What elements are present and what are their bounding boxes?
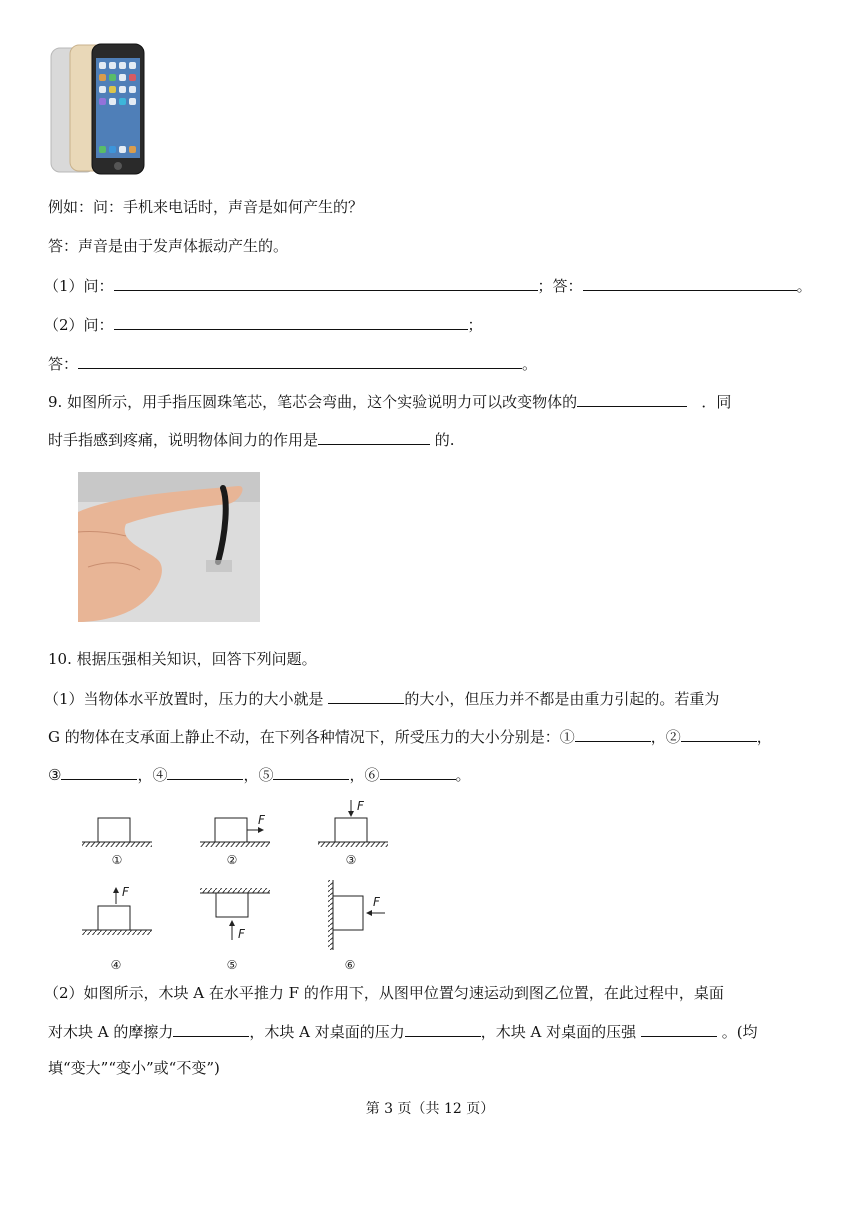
fig-label-5: ⑤: [226, 958, 238, 972]
figure-case-5: [200, 888, 270, 972]
pressure-figure: [60, 800, 420, 975]
svg-text:F: F: [238, 927, 245, 941]
fig-label-3: ③: [345, 853, 357, 867]
q10-title: 10. 根据压强相关知识，回答下列问题。: [48, 650, 317, 668]
phone-image: [48, 42, 148, 177]
q10-p1-line3: ③ ，④ ，⑤ ，⑥ 。: [48, 763, 471, 786]
figure-case-3: [318, 800, 388, 867]
q9-line2: 时手指感到疼痛，说明物体间力的作用是 的.: [48, 428, 455, 451]
figure-case-1: [82, 818, 152, 867]
q8-part1: （1）问： ；答： 。: [44, 274, 812, 297]
fig-label-2: ②: [226, 853, 238, 867]
fig-label-6: ⑥: [344, 958, 356, 972]
q8-part2: （2）问： ；: [44, 313, 483, 336]
q10-p2-line3: 填“变大”“变小”或“不变”): [48, 1059, 220, 1077]
q10-p2-line1: （2）如图所示，木块 A 在水平推力 F 的作用下，从图甲位置匀速运动到图乙位置，在此过程中，桌面: [44, 984, 724, 1002]
figure-case-2: [200, 813, 270, 867]
svg-text:F: F: [373, 895, 380, 909]
q10-p1-line1: （1）当物体水平放置时，压力的大小就是 的大小，但压力并不都是由重力引起的。若重为: [44, 687, 719, 710]
q10-p2-line2: 对木块 A 的摩擦力 ，木块 A 对桌面的压力 ，木块 A 对桌面的压强 。(均: [48, 1020, 758, 1043]
fig-label-1: ①: [111, 853, 123, 867]
example-answer: 答：声音是由于发声体振动产生的。: [48, 237, 289, 255]
svg-text:F: F: [357, 800, 364, 813]
figure-case-4: [82, 885, 152, 972]
figure-case-6: [328, 880, 385, 972]
q8-part2-answer: 答： 。: [48, 352, 537, 375]
finger-pen-image: [78, 472, 260, 622]
svg-text:F: F: [122, 885, 129, 899]
example-question: 例如：问：手机来电话时，声音是如何产生的？: [48, 198, 364, 216]
svg-text:F: F: [258, 813, 265, 827]
page-footer: 第 3 页（共 12 页）: [365, 1101, 495, 1117]
fig-label-4: ④: [110, 958, 122, 972]
q10-p1-line2: G 的物体在支承面上静止不动，在下列各种情况下，所受压力的大小分别是：① ，② ，: [48, 725, 772, 748]
q9-line1: 9. 如图所示，用手指压圆珠笔芯，笔芯会弯曲，这个实验说明力可以改变物体的 ．同: [48, 390, 731, 413]
